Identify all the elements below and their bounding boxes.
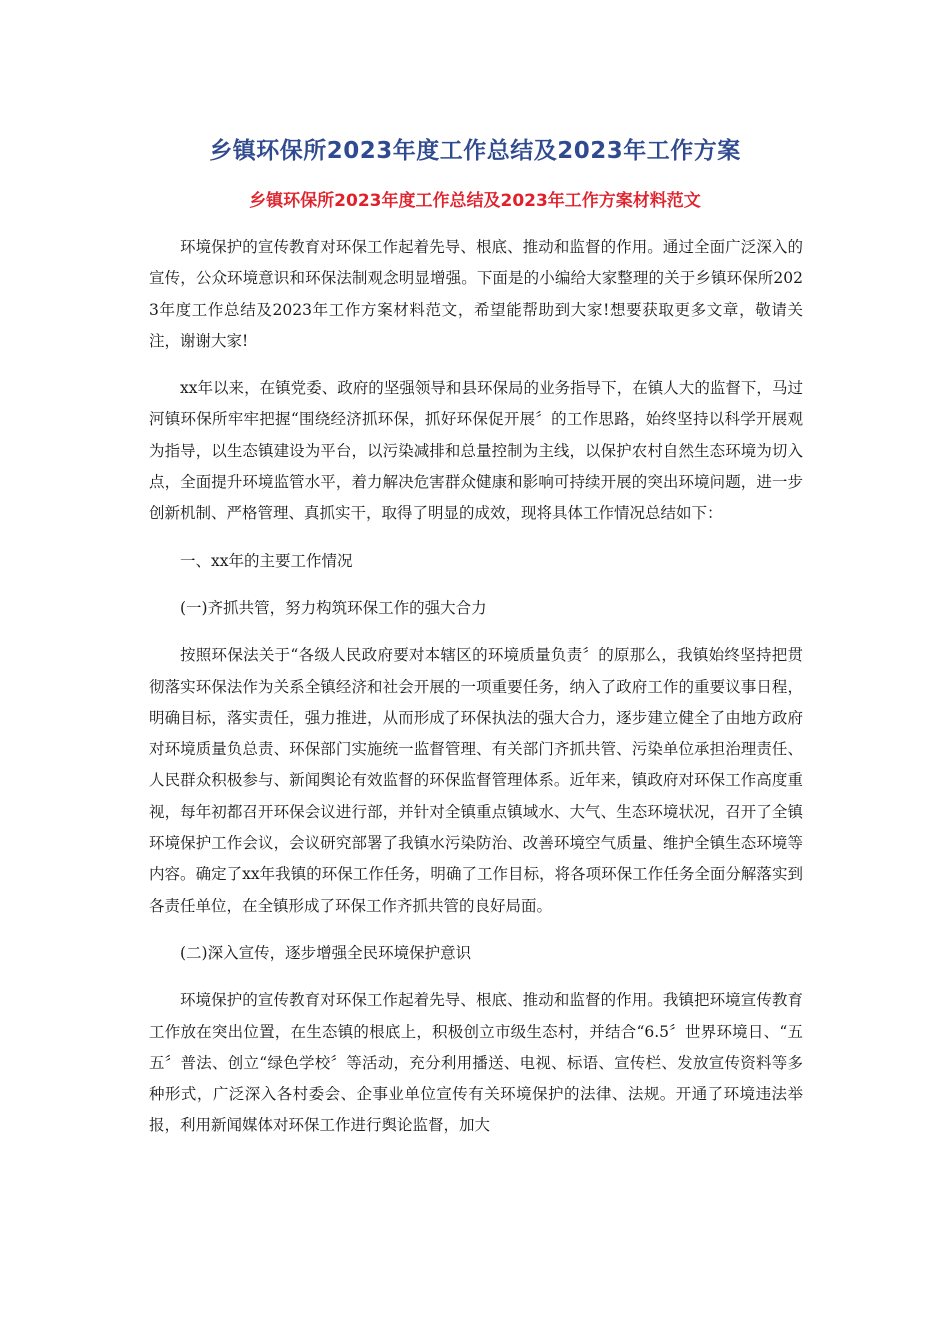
paragraph-overview: xx年以来，在镇党委、政府的坚强领导和县环保局的业务指导下，在镇人大的监督下，马过河镇环保所牢牢把握“围绕经济抓环保，抓好环保促开展〞的工作思路，始终坚持以科学开展观为指导，以生态镇建设为平台，以污染减排和总量控制为主线，以保护农村自然生态环境为切入点，全面提升环境监管水平，着力解决危害群众健康和影响可持续开展的突出环境问题，进一步创新机制、严格管理、真抓实干，取得了明显的成效，现将具体工作情况总结如下： — [149, 379, 803, 523]
document-title: 乡镇环保所2023年度工作总结及2023年工作方案 — [209, 138, 741, 164]
subsection-heading-1: (一)齐抓共管，努力构筑环保工作的强大合力 — [180, 598, 487, 617]
subsection-heading-2: (二)深入宣传，逐步增强全民环境保护意识 — [180, 943, 472, 962]
document-subtitle: 乡镇环保所2023年度工作总结及2023年工作方案材料范文 — [249, 191, 701, 211]
paragraph-intro: 环境保护的宣传教育对环保工作起着先导、根底、推动和监督的作用。通过全面广泛深入的宣传，公众环境意识和环保法制观念明显增强。下面是的小编给大家整理的关于乡镇环保所2023年度工作总结及2023年工作方案材料范文，希望能帮助到大家!想要获取更多文章，敬请关注，谢谢大家! — [149, 238, 803, 350]
document-body — [149, 232, 803, 1158]
paragraph-joint-management: 按照环保法关于“各级人民政府要对本辖区的环境质量负责〞的原那么，我镇始终坚持把贯彻落实环保法作为关系全镇经济和社会开展的一项重要任务，纳入了政府工作的重要议事日程，明确目标，落实责任，强力推进，从而形成了环保执法的强大合力，逐步建立健全了由地方政府对环境质量负总责、环保部门实施统一监督管理、有关部门齐抓共管、污染单位承担治理责任、人民群众积极参与、新闻舆论有效监督的环保监督管理体系。近年来，镇政府对环保工作高度重视，每年初都召开环保会议进行部，并针对全镇重点镇域水、大气、生态环境状况，召开了全镇环境保护工作会议，会议研究部署了我镇水污染防治、改善环境空气质量、维护全镇生态环境等内容。确定了xx年我镇的环保工作任务，明确了工作目标，将各项环保工作任务全面分解落实到各责任单位，在全镇形成了环保工作齐抓共管的良好局面。 — [149, 646, 803, 915]
section-heading-main-work: 一、xx年的主要工作情况 — [180, 551, 353, 570]
paragraph-publicity: 环境保护的宣传教育对环保工作起着先导、根底、推动和监督的作用。我镇把环境宣传教育工作放在突出位置，在生态镇的根底上，积极创立市级生态村，并结合“6.5〞世界环境日、“五五〞普法、创立“绿色学校〞等活动，充分利用播送、电视、标语、宣传栏、发放宣传资料等多种形式，广泛深入各村委会、企事业单位宣传有关环境保护的法律、法规。开通了环境违法举报，利用新闻媒体对环保工作进行舆论监督，加大 — [149, 991, 803, 1135]
